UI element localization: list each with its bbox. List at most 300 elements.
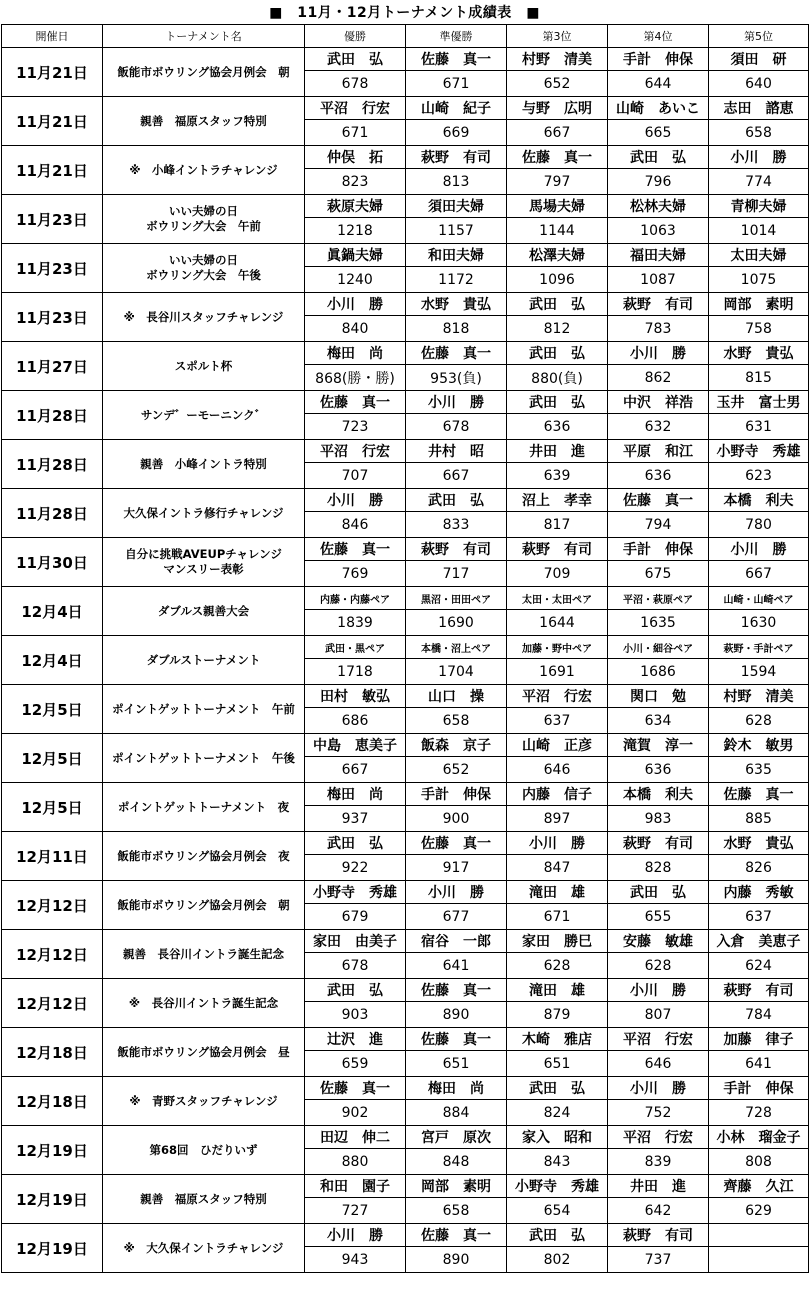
event-date: 12月18日 [2,1028,103,1077]
rank-2-name: 宿谷 一郎 [406,930,507,953]
event-date: 12月4日 [2,587,103,636]
rank-1-name: 家田 由美子 [305,930,406,953]
rank-2-score: 1172 [406,267,507,293]
rank-3-score: 639 [507,463,608,489]
rank-4-score: 636 [608,757,709,783]
rank-5-score: 635 [709,757,809,783]
rank-5-name: 萩野・手計ペア [709,636,809,659]
rank-5-name [709,1224,809,1247]
rank-1-score: 1718 [305,659,406,685]
rank-5-score: 637 [709,904,809,930]
tournament-name: 親善 長谷川イントラ誕生記念 [103,930,305,979]
event-date: 12月12日 [2,930,103,979]
rank-2-name: 萩野 有司 [406,146,507,169]
tournament-name: 親善 福原スタッフ特別 [103,97,305,146]
rank-3-name: 与野 広明 [507,97,608,120]
rank-2-name: 須田夫婦 [406,195,507,218]
rank-5-score: 624 [709,953,809,979]
result-row-names [2,1126,809,1149]
rank-1-score: 1839 [305,610,406,636]
event-date: 11月28日 [2,489,103,538]
rank-5-name: 水野 貴弘 [709,832,809,855]
tournament-name: ポイントゲットトーナメント 午前 [103,685,305,734]
rank-2-name: 梅田 尚 [406,1077,507,1100]
rank-3-score: 637 [507,708,608,734]
result-row-names [2,783,809,806]
rank-5-name: 佐藤 真一 [709,783,809,806]
rank-5-score: 815 [709,365,809,391]
rank-1-score: 846 [305,512,406,538]
rank-2-name: 小川 勝 [406,881,507,904]
rank-5-name: 小川 勝 [709,538,809,561]
rank-5-score: 774 [709,169,809,195]
rank-1-score: 880 [305,1149,406,1175]
rank-2-score: 658 [406,708,507,734]
rank-5-name: 青柳夫婦 [709,195,809,218]
rank-3-score: 880(負) [507,365,608,391]
rank-4-name: 武田 弘 [608,146,709,169]
rank-3-score: 1691 [507,659,608,685]
rank-2-score: 1690 [406,610,507,636]
result-row-names [2,734,809,757]
rank-4-score: 644 [608,71,709,97]
rank-1-score: 937 [305,806,406,832]
rank-1-score: 868(勝・勝) [305,365,406,391]
event-date: 11月21日 [2,97,103,146]
rank-5-name: 須田 研 [709,48,809,71]
rank-3-name: 家入 昭和 [507,1126,608,1149]
rank-1-score: 1218 [305,218,406,244]
event-date: 12月12日 [2,979,103,1028]
header-row [2,25,809,48]
header-third-place: 第3位 [507,25,608,48]
rank-4-name: 萩野 有司 [608,1224,709,1247]
rank-1-score: 943 [305,1247,406,1273]
rank-4-score: 675 [608,561,709,587]
rank-1-score: 659 [305,1051,406,1077]
rank-5-name: 太田夫婦 [709,244,809,267]
rank-4-score: 807 [608,1002,709,1028]
rank-4-name: 小川 勝 [608,979,709,1002]
rank-1-name: 佐藤 真一 [305,391,406,414]
rank-4-name: 井田 進 [608,1175,709,1198]
rank-5-score [709,1247,809,1273]
rank-3-score: 897 [507,806,608,832]
rank-3-score: 802 [507,1247,608,1273]
event-date: 12月12日 [2,881,103,930]
result-row-names [2,48,809,71]
tournament-name: ※ 大久保イントラチャレンジ [103,1224,305,1273]
result-row-names [2,293,809,316]
rank-3-score: 817 [507,512,608,538]
rank-2-score: 884 [406,1100,507,1126]
rank-1-name: 平沼 行宏 [305,440,406,463]
rank-4-name: 山崎 あいこ [608,97,709,120]
tournament-name: 大久保イントラ修行チャレンジ [103,489,305,538]
rank-5-score: 780 [709,512,809,538]
rank-4-score: 1087 [608,267,709,293]
rank-3-name: 萩野 有司 [507,538,608,561]
rank-4-name: 松林夫婦 [608,195,709,218]
rank-3-score: 1644 [507,610,608,636]
rank-4-score: 646 [608,1051,709,1077]
rank-1-name: 萩原夫婦 [305,195,406,218]
rank-3-score: 652 [507,71,608,97]
rank-4-name: 平沼・萩原ペア [608,587,709,610]
rank-4-score: 839 [608,1149,709,1175]
rank-3-name: 小川 勝 [507,832,608,855]
result-row-names [2,391,809,414]
rank-2-score: 953(負) [406,365,507,391]
rank-1-name: 梅田 尚 [305,783,406,806]
rank-2-name: 佐藤 真一 [406,832,507,855]
rank-3-name: 佐藤 真一 [507,146,608,169]
rank-1-name: 武田 弘 [305,979,406,1002]
results-body [2,48,809,1273]
rank-2-name: 佐藤 真一 [406,1028,507,1051]
rank-2-name: 佐藤 真一 [406,342,507,365]
event-date: 12月19日 [2,1224,103,1273]
rank-4-score: 783 [608,316,709,342]
rank-1-score: 823 [305,169,406,195]
rank-2-score: 900 [406,806,507,832]
rank-5-name: 齊藤 久江 [709,1175,809,1198]
tournament-name: ポイントゲットトーナメント 午後 [103,734,305,783]
rank-3-score: 1096 [507,267,608,293]
rank-1-name: 田辺 伸二 [305,1126,406,1149]
rank-5-name: 内藤 秀敏 [709,881,809,904]
rank-2-name: 飯森 京子 [406,734,507,757]
rank-1-name: 仲俣 拓 [305,146,406,169]
rank-5-score: 623 [709,463,809,489]
rank-2-score: 1704 [406,659,507,685]
rank-1-name: 武田 弘 [305,48,406,71]
rank-5-score: 1014 [709,218,809,244]
rank-1-name: 眞鍋夫婦 [305,244,406,267]
event-date: 12月19日 [2,1175,103,1224]
event-date: 11月21日 [2,48,103,97]
rank-4-score: 655 [608,904,709,930]
rank-4-score: 828 [608,855,709,881]
rank-4-name: 小川・細谷ペア [608,636,709,659]
rank-2-score: 652 [406,757,507,783]
rank-5-name: 山崎・山崎ペア [709,587,809,610]
header-date: 開催日 [2,25,103,48]
result-row-names [2,881,809,904]
rank-4-name: 安藤 敏雄 [608,930,709,953]
rank-1-score: 769 [305,561,406,587]
tournament-name: ※ 小峰イントラチャレンジ [103,146,305,195]
rank-4-score: 737 [608,1247,709,1273]
rank-4-score: 1635 [608,610,709,636]
rank-1-name: 小川 勝 [305,1224,406,1247]
rank-4-name: 手計 伸保 [608,538,709,561]
tournament-name: スポルト杯 [103,342,305,391]
result-row-names [2,440,809,463]
event-date: 11月28日 [2,440,103,489]
rank-3-score: 812 [507,316,608,342]
rank-1-name: 田村 敏弘 [305,685,406,708]
rank-2-name: 萩野 有司 [406,538,507,561]
rank-4-score: 665 [608,120,709,146]
rank-4-score: 796 [608,169,709,195]
result-row-names [2,97,809,120]
results-table [1,24,809,1273]
rank-3-name: 武田 弘 [507,1224,608,1247]
rank-4-name: 本橋 利夫 [608,783,709,806]
rank-2-name: 佐藤 真一 [406,979,507,1002]
result-row-names [2,1077,809,1100]
rank-1-name: 内藤・内藤ペア [305,587,406,610]
event-date: 11月23日 [2,195,103,244]
rank-2-score: 641 [406,953,507,979]
tournament-name: ※ 長谷川スタッフチャレンジ [103,293,305,342]
rank-5-name: 小野寺 秀雄 [709,440,809,463]
result-row-names [2,832,809,855]
rank-5-name: 小川 勝 [709,146,809,169]
header-first-place: 優勝 [305,25,406,48]
tournament-name: 飯能市ボウリング協会月例会 夜 [103,832,305,881]
rank-5-name: 鈴木 敏男 [709,734,809,757]
rank-1-score: 678 [305,71,406,97]
rank-3-name: 太田・太田ペア [507,587,608,610]
result-row-names [2,538,809,561]
rank-2-score: 818 [406,316,507,342]
page-title: ■ 11月・12月トーナメント成績表 ■ [269,5,540,21]
rank-2-name: 宮戸 原次 [406,1126,507,1149]
tournament-name: 第68回 ひだりいず [103,1126,305,1175]
rank-3-name: 小野寺 秀雄 [507,1175,608,1198]
rank-1-name: 小川 勝 [305,489,406,512]
rank-3-score: 667 [507,120,608,146]
rank-5-score: 640 [709,71,809,97]
tournament-name: ※ 青野スタッフチャレンジ [103,1077,305,1126]
rank-3-name: 武田 弘 [507,391,608,414]
rank-4-score: 628 [608,953,709,979]
rank-3-name: 滝田 雄 [507,881,608,904]
rank-2-name: 山口 操 [406,685,507,708]
result-row-names [2,489,809,512]
rank-2-score: 669 [406,120,507,146]
rank-3-name: 武田 弘 [507,1077,608,1100]
event-date: 12月5日 [2,685,103,734]
rank-3-name: 木崎 雅店 [507,1028,608,1051]
rank-2-name: 井村 昭 [406,440,507,463]
rank-2-name: 和田夫婦 [406,244,507,267]
rank-5-score: 658 [709,120,809,146]
rank-1-name: 中島 恵美子 [305,734,406,757]
result-row-names [2,636,809,659]
header-second-place: 準優勝 [406,25,507,48]
tournament-name: 親善 小峰イントラ特別 [103,440,305,489]
rank-4-name: 萩野 有司 [608,293,709,316]
rank-1-name: 武田 弘 [305,832,406,855]
event-date: 11月28日 [2,391,103,440]
rank-1-name: 和田 園子 [305,1175,406,1198]
result-row-names [2,1224,809,1247]
rank-2-name: 本橋・沼上ペア [406,636,507,659]
rank-3-name: 内藤 信子 [507,783,608,806]
rank-2-score: 917 [406,855,507,881]
event-date: 12月5日 [2,783,103,832]
event-date: 11月30日 [2,538,103,587]
rank-5-name: 水野 貴弘 [709,342,809,365]
rank-2-score: 667 [406,463,507,489]
rank-3-score: 651 [507,1051,608,1077]
rank-5-score: 667 [709,561,809,587]
rank-4-score: 636 [608,463,709,489]
rank-4-score: 794 [608,512,709,538]
rank-1-name: 武田・黒ペア [305,636,406,659]
rank-1-score: 840 [305,316,406,342]
rank-4-score: 862 [608,365,709,391]
result-row-names [2,244,809,267]
result-row-names [2,1028,809,1051]
rank-1-name: 辻沢 進 [305,1028,406,1051]
tournament-name: 親善 福原スタッフ特別 [103,1175,305,1224]
rank-4-name: 小川 勝 [608,342,709,365]
rank-1-score: 903 [305,1002,406,1028]
rank-1-score: 707 [305,463,406,489]
result-row-names [2,587,809,610]
event-date: 12月18日 [2,1077,103,1126]
tournament-name: 飯能市ボウリング協会月例会 朝 [103,881,305,930]
rank-3-score: 843 [507,1149,608,1175]
rank-4-name: 福田夫婦 [608,244,709,267]
rank-2-score: 651 [406,1051,507,1077]
rank-4-score: 983 [608,806,709,832]
rank-2-score: 717 [406,561,507,587]
rank-3-score: 1144 [507,218,608,244]
result-row-names [2,195,809,218]
tournament-name: 飯能市ボウリング協会月例会 昼 [103,1028,305,1077]
rank-2-name: 岡部 素明 [406,1175,507,1198]
rank-3-name: 平沼 行宏 [507,685,608,708]
rank-1-score: 679 [305,904,406,930]
rank-5-score: 885 [709,806,809,832]
rank-1-score: 922 [305,855,406,881]
rank-2-score: 671 [406,71,507,97]
rank-4-score: 642 [608,1198,709,1224]
rank-2-name: 黒沼・田田ペア [406,587,507,610]
rank-3-score: 636 [507,414,608,440]
rank-5-score: 728 [709,1100,809,1126]
rank-3-name: 滝田 雄 [507,979,608,1002]
rank-4-name: 滝賀 淳一 [608,734,709,757]
rank-2-name: 武田 弘 [406,489,507,512]
rank-5-score: 631 [709,414,809,440]
rank-5-name: 加藤 律子 [709,1028,809,1051]
rank-2-name: 山崎 紀子 [406,97,507,120]
rank-5-score: 784 [709,1002,809,1028]
rank-1-name: 佐藤 真一 [305,1077,406,1100]
rank-5-name: 村野 清美 [709,685,809,708]
rank-4-score: 1063 [608,218,709,244]
header-tournament: トーナメント名 [103,25,305,48]
rank-5-name: 本橋 利夫 [709,489,809,512]
rank-4-name: 小川 勝 [608,1077,709,1100]
rank-5-name: 玉井 富士男 [709,391,809,414]
tournament-name: ポイントゲットトーナメント 夜 [103,783,305,832]
rank-5-name: 岡部 素明 [709,293,809,316]
tournament-name: ダブルストーナメント [103,636,305,685]
rank-1-name: 小川 勝 [305,293,406,316]
rank-4-name: 平原 和江 [608,440,709,463]
event-date: 11月23日 [2,244,103,293]
tournament-name: 自分に挑戦AVEUPチャレンジ マンスリー表彰 [103,538,305,587]
rank-2-score: 1157 [406,218,507,244]
rank-3-score: 797 [507,169,608,195]
rank-3-score: 709 [507,561,608,587]
rank-4-name: 武田 弘 [608,881,709,904]
rank-3-name: 山崎 正彦 [507,734,608,757]
rank-3-name: 加藤・野中ペア [507,636,608,659]
rank-5-name: 手計 伸保 [709,1077,809,1100]
rank-3-name: 武田 弘 [507,342,608,365]
rank-2-score: 678 [406,414,507,440]
rank-3-score: 847 [507,855,608,881]
rank-1-score: 678 [305,953,406,979]
rank-5-score: 1594 [709,659,809,685]
rank-4-name: 平沼 行宏 [608,1126,709,1149]
rank-2-score: 813 [406,169,507,195]
rank-4-score: 632 [608,414,709,440]
rank-5-score: 758 [709,316,809,342]
rank-3-name: 村野 清美 [507,48,608,71]
rank-3-name: 松澤夫婦 [507,244,608,267]
event-date: 12月19日 [2,1126,103,1175]
rank-1-score: 686 [305,708,406,734]
rank-2-name: 水野 貴弘 [406,293,507,316]
rank-4-score: 1686 [608,659,709,685]
event-date: 11月23日 [2,293,103,342]
header-fourth-place: 第4位 [608,25,709,48]
rank-3-name: 武田 弘 [507,293,608,316]
rank-5-score: 826 [709,855,809,881]
rank-2-score: 890 [406,1247,507,1273]
tournament-name: 飯能市ボウリング協会月例会 朝 [103,48,305,97]
rank-5-score: 628 [709,708,809,734]
rank-1-score: 902 [305,1100,406,1126]
rank-2-score: 833 [406,512,507,538]
rank-5-name: 入倉 美恵子 [709,930,809,953]
rank-2-score: 848 [406,1149,507,1175]
rank-3-score: 628 [507,953,608,979]
rank-5-score: 808 [709,1149,809,1175]
event-date: 12月11日 [2,832,103,881]
rank-3-name: 家田 勝巳 [507,930,608,953]
result-row-names [2,930,809,953]
rank-1-name: 小野寺 秀雄 [305,881,406,904]
rank-1-score: 727 [305,1198,406,1224]
rank-1-score: 1240 [305,267,406,293]
rank-3-score: 824 [507,1100,608,1126]
rank-3-name: 井田 進 [507,440,608,463]
event-date: 11月21日 [2,146,103,195]
result-row-names [2,342,809,365]
rank-3-score: 671 [507,904,608,930]
rank-4-name: 平沼 行宏 [608,1028,709,1051]
rank-2-name: 佐藤 真一 [406,48,507,71]
rank-3-name: 馬場夫婦 [507,195,608,218]
tournament-name: サンデ゛ーモーニンク゛ [103,391,305,440]
rank-5-score: 641 [709,1051,809,1077]
rank-2-score: 677 [406,904,507,930]
rank-4-name: 佐藤 真一 [608,489,709,512]
event-date: 12月5日 [2,734,103,783]
rank-3-score: 879 [507,1002,608,1028]
result-row-names [2,685,809,708]
